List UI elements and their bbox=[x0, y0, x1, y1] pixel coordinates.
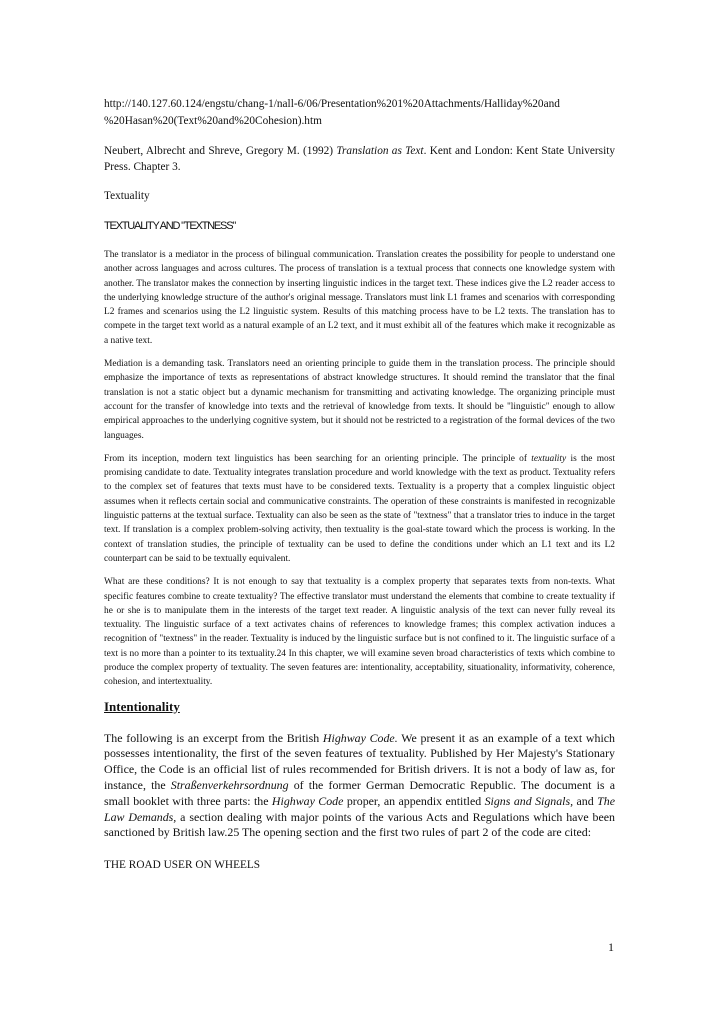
intent-italic-strassenverkehrsordnung: Straßenverkehrsordnung bbox=[170, 778, 289, 792]
paragraph-mediator: The translator is a mediator in the process of bilingual communication. Translation creates the possibility for people to understand one another across languages and across cultures. The process of translation is a textual process that connects one knowledge system with another. The translator makes the connection by inserting linguistic indices in the target text. These indices give the L2 reader access to the underlying knowledge structure of the author's original message. Translators must link L1 frames and scenarios with corresponding L2 frames and scenarios using the L2 linguistic system. Results of this matching process have to be L2 texts. The translation has to compete in the target text world as a natural example of an L2 text, and it must exhibit all of the features which make it recognizable as a native text. bbox=[104, 250, 615, 346]
intent-text-c: We present it as an example of a text which possesses intentionality, the first of the seven features of textuality. Published by Her Majesty's Stationary Office, the Code is an official list of rules recommended for British drivers. It is not a body of law as, for instance, the bbox=[104, 730, 615, 792]
paragraph-intentionality bbox=[104, 731, 615, 842]
intent-text-g: proper, an appendix entitled bbox=[343, 793, 485, 808]
intent-text-k: a section dealing with major points of the various Acts and Regulations which have been sanctioned by British law.25 The opening section and the first two rules of part 2 of the code are cited: bbox=[104, 809, 615, 840]
intent-text-a: The following is an excerpt from the British bbox=[104, 730, 323, 745]
road-user-heading: THE ROAD USER ON WHEELS bbox=[104, 859, 261, 872]
paragraph-mediation: Mediation is a demanding task. Translators need an orienting principle to guide them in the translation process. The principle should emphasize the importance of texts as representations of abstract knowledge structures. It should remind the translator that the final translation is not a static object but a dynamic mechanism for transmitting and activating knowledge. The organizing principle must account for the transfer of knowledge into texts and the retrieval of knowledge from texts. It should be "linguistic" enough to allow empirical approaches to the underlying cognitive system, but it should not be restricted to a registration of the formal devices of the two languages. bbox=[104, 359, 615, 441]
page-number: 1 bbox=[608, 940, 614, 954]
intent-text-e: of the former German Democratic Republic. The document is a small booklet with three parts: the bbox=[104, 778, 615, 808]
intent-italic-law-demands: The Law Demands, bbox=[104, 793, 615, 824]
reference-book-title: Translation as Text bbox=[336, 145, 424, 157]
paragraph-conditions: What are these conditions? It is not enough to say that textuality is a complex property that separates texts from non-texts. What specific features combine to create textuality? The effective translator must understand the elements that combine to create textuality if he or she is to manipulate them in the interests of the target text reader. A linguistic analysis of the text can never fully reveal its textuality. The linguistic surface of a text activates chains of references to knowledge frames; this complex activation induces a recognition of "textness" in the reader. Textuality is induced by the linguistic surface but is not confined to it. The linguistic surface of a text is no more than a pointer to its textuality.24 In this chapter, we will examine seven broad characteristics of texts which combine to produce the complex property of textuality. The seven features are: intentionality, acceptability, situationality, informativity, coherence, cohesion, and intertextuality. bbox=[104, 577, 615, 688]
source-url: http://140.127.60.124/engstu/chang-1/nall-6/06/Presentation%201%20Attachments/Halliday%20and %20Hasan%20(Text%20and%20Cohesion).htm bbox=[104, 98, 560, 127]
inception-lead: From its inception, modern text linguistics has been searching for an orienting principle. The principle of bbox=[104, 453, 532, 464]
intent-italic-highway-code: Highway Code. bbox=[322, 730, 398, 745]
inception-body: is the most promising candidate to date. Textuality integrates translation procedure and world knowledge with the text as product. Textuality refers to the complex set of features that texts must have to be considered texts. Textuality is a property that a complex linguistic object assumes when it reflects certain social and communicative constraints. The operation of these constraints is manifested in recognizable linguistic patterns at the textual surface. Textuality can also be seen as the state of "textness" that a translator tries to induce in the target text. If translation is a complex problem-solving activity, then textuality is the goal-state toward which the process is working. In the context of translation studies, the principle of textuality can be used to define the conditions under which an L1 text and its L2 counterpart can be said to be textually equivalent. bbox=[104, 453, 615, 564]
intent-text-i: and bbox=[573, 793, 598, 808]
section-heading: TEXTUALITY AND "TEXTNESS" bbox=[104, 220, 236, 232]
reference-publisher: . Kent and London: Kent State University Press. Chapter 3. bbox=[104, 145, 616, 173]
section-label: Textuality bbox=[104, 190, 150, 202]
intentionality-heading: Intentionality bbox=[104, 698, 180, 714]
paragraph-inception bbox=[104, 452, 615, 566]
inception-italic-term: textuality bbox=[531, 453, 567, 464]
bibliographic-reference bbox=[104, 144, 615, 175]
document-page bbox=[104, 96, 615, 873]
reference-authors: Neubert, Albrecht and Shreve, Gregory M. (1992) bbox=[104, 145, 337, 157]
intent-italic-highway-code-2: Highway Code bbox=[271, 793, 344, 808]
intent-italic-signs: Signs and Signals, bbox=[484, 793, 574, 808]
